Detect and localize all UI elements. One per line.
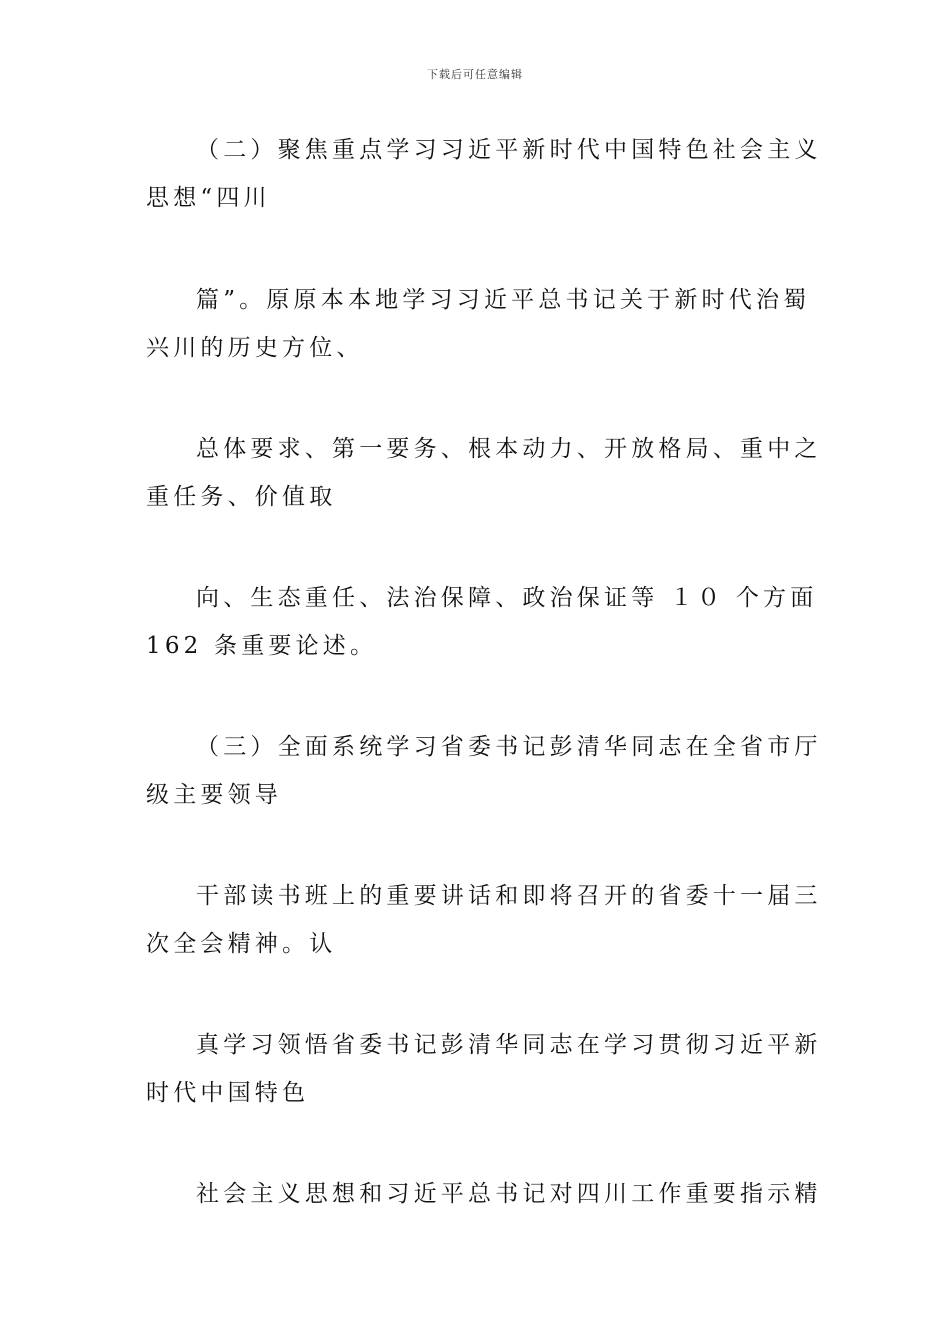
paragraph-line: 真学习领悟省委书记彭清华同志在学习贯彻习近平新 <box>196 1032 822 1058</box>
paragraph-line: 干部读书班上的重要讲话和即将召开的省委十一届三 <box>196 883 822 909</box>
paragraph-6 <box>146 872 822 968</box>
paragraph-8 <box>146 1170 822 1218</box>
paragraph-line: 162 条重要论述。 <box>146 633 378 659</box>
paragraph-line: 次全会精神。认 <box>146 931 337 957</box>
paragraph-line: 篇”。原原本本地学习习近平总书记关于新时代治蜀 <box>196 287 811 313</box>
paragraph-line: 总体要求、第一要务、根本动力、开放格局、重中之 <box>196 436 822 462</box>
paragraph-line: （二）聚焦重点学习习近平新时代中国特色社会主义 <box>196 137 822 163</box>
paragraph-line: 思想“四川 <box>146 185 271 211</box>
paragraph-7 <box>146 1021 822 1117</box>
paragraph-line: 向、生态重任、法治保障、政治保证等 １０ 个方面 <box>196 585 818 611</box>
paragraph-2 <box>146 276 816 372</box>
paragraph-5 <box>146 723 822 819</box>
paragraph-line: 社会主义思想和习近平总书记对四川工作重要指示精 <box>196 1181 822 1207</box>
paragraph-1 <box>146 126 822 222</box>
page-header: 下载后可任意编辑 <box>427 68 523 81</box>
paragraph-line: 级主要领导 <box>146 782 282 808</box>
paragraph-line: 兴川的历史方位、 <box>146 335 364 361</box>
paragraph-3 <box>146 425 822 521</box>
paragraph-line: （三）全面系统学习省委书记彭清华同志在全省市厅 <box>196 734 822 760</box>
paragraph-line: 重任务、价值取 <box>146 484 337 510</box>
paragraph-4 <box>146 574 816 670</box>
paragraph-line: 时代中国特色 <box>146 1080 310 1106</box>
